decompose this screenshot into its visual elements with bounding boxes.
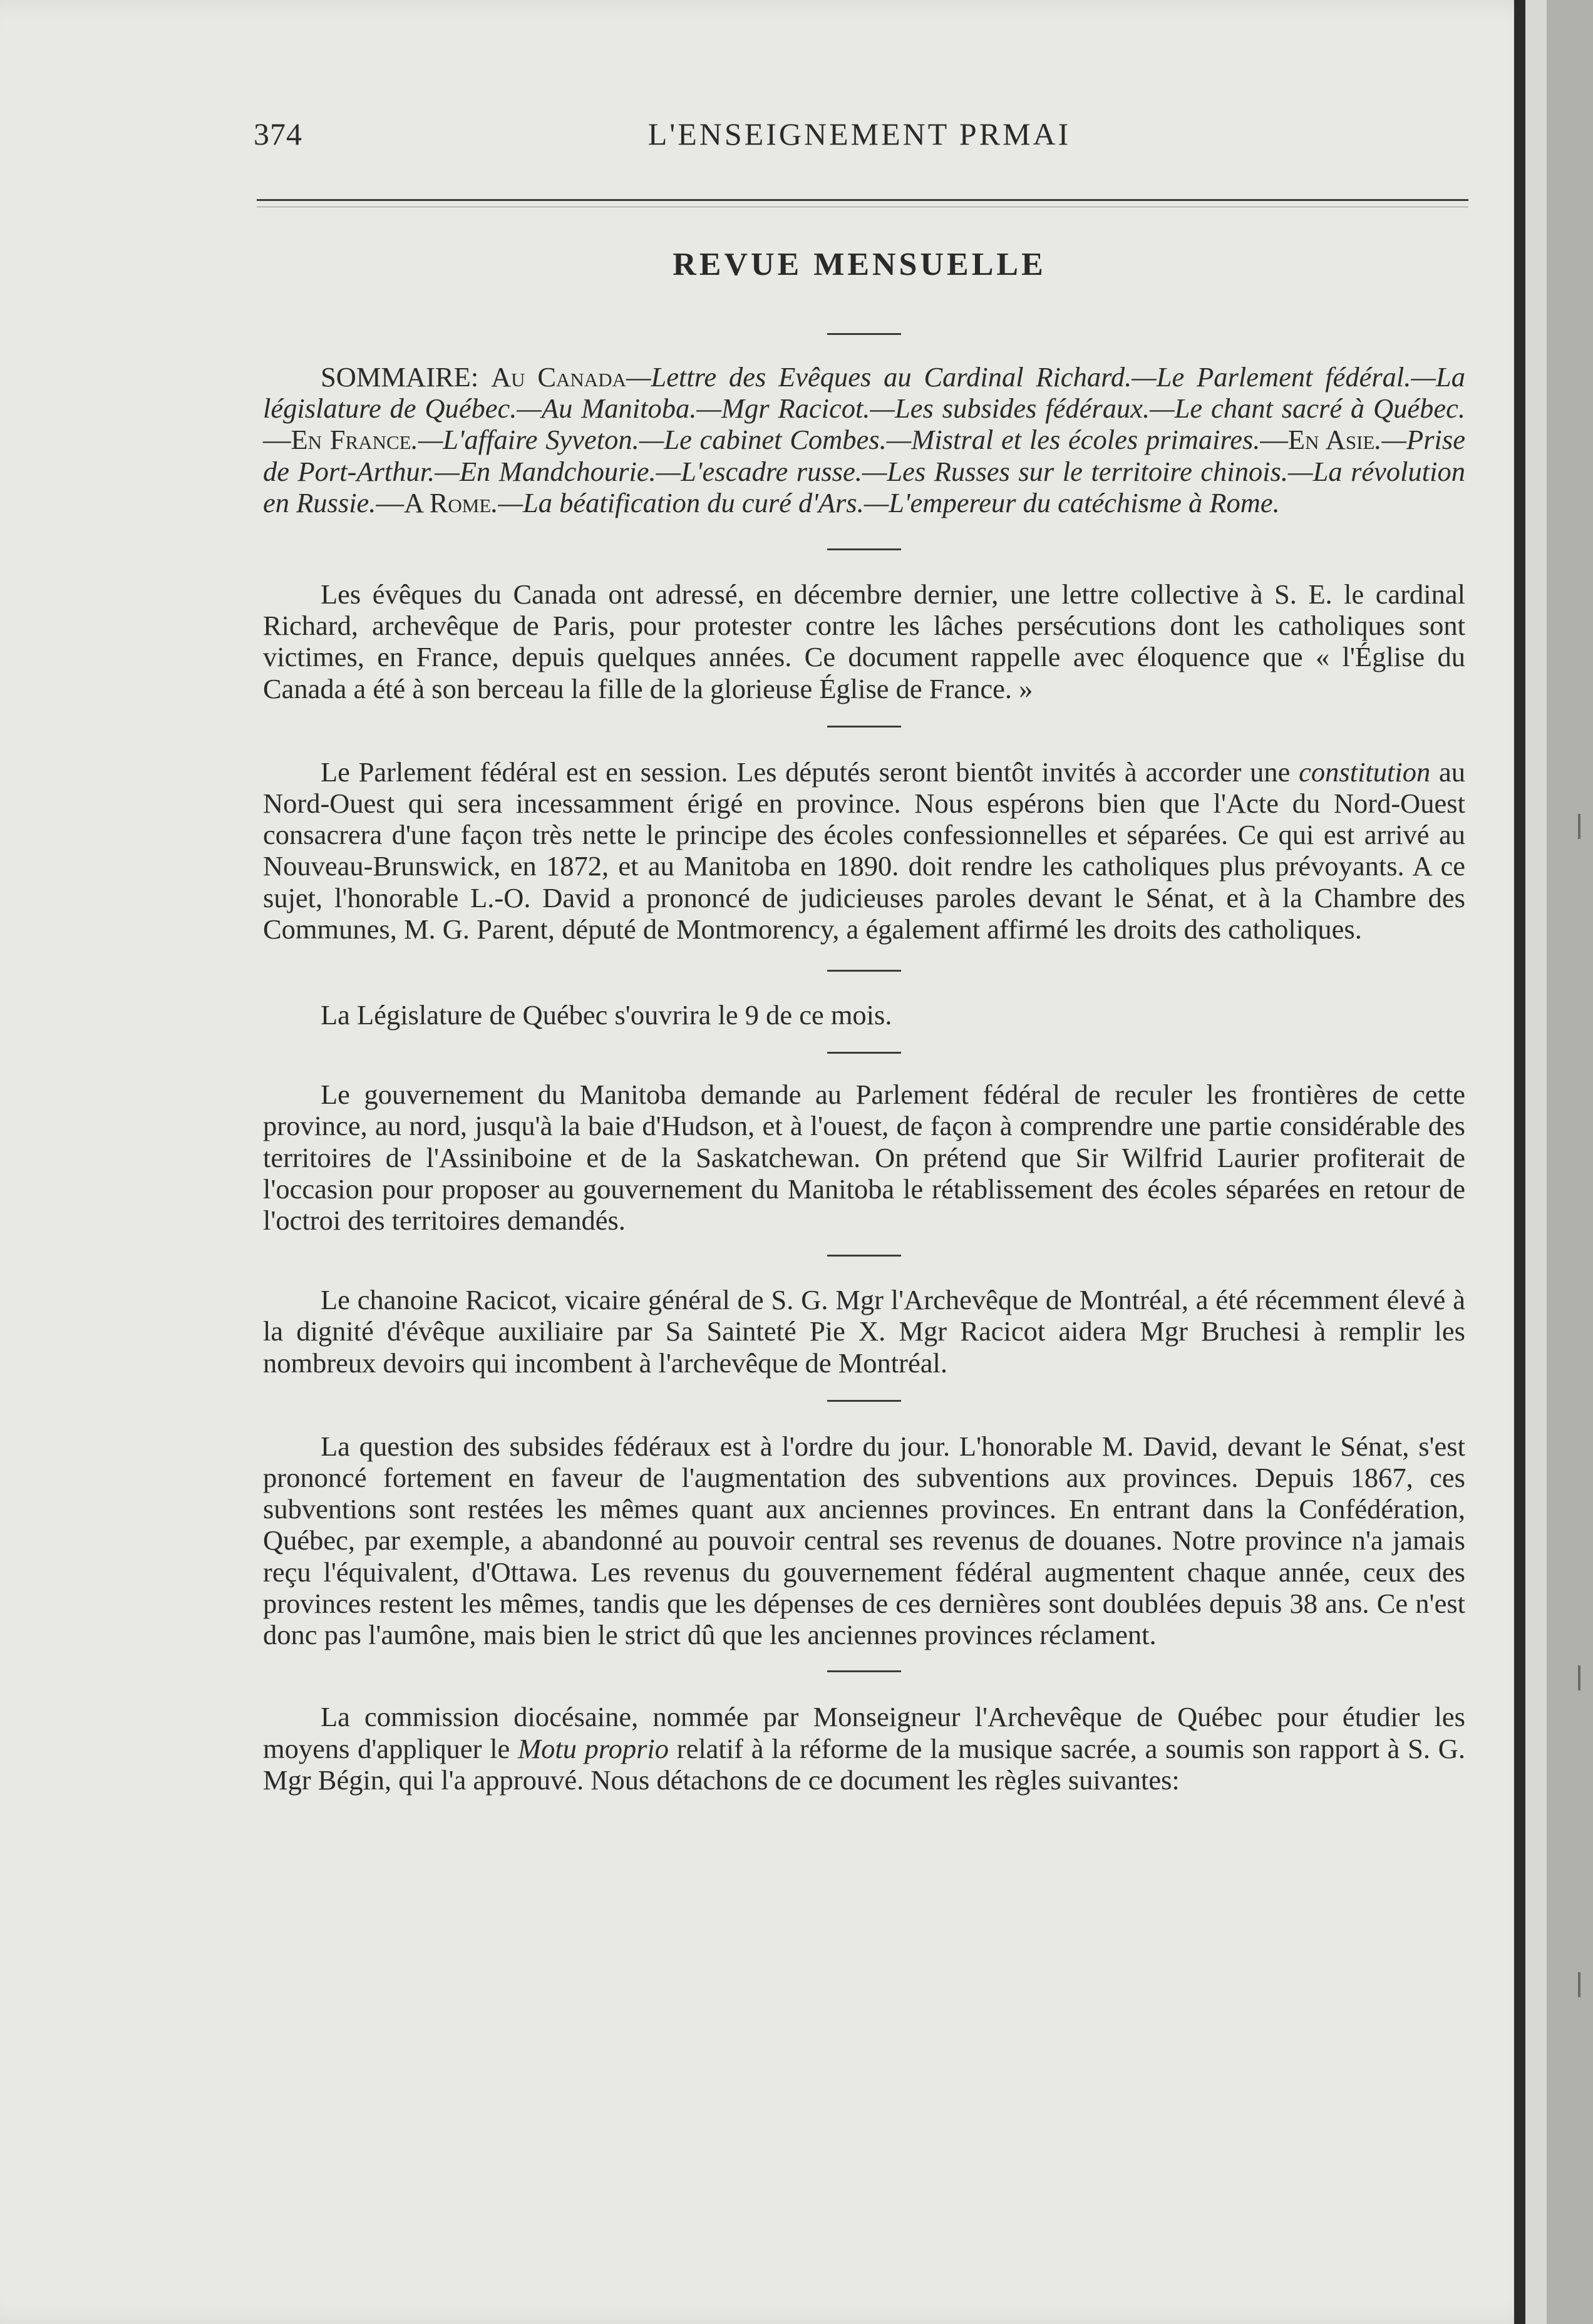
- paragraph-legislature: La Législature de Québec s'ouvrira le 9 de ce mois.: [321, 999, 892, 1031]
- paragraph-parlement-text-a: Le Parlement fédéral est en session. Les députés seront bientôt invités à accorder une: [321, 756, 1299, 788]
- scan-border: [1547, 0, 1593, 2324]
- section-title: REVUE MENSUELLE: [673, 247, 1046, 282]
- title-separator: [827, 333, 901, 335]
- sommaire-france-items: .—L'affaire Syveton.—Le cabinet Combes.—Mistral et les écoles primaires.: [411, 424, 1260, 456]
- paragraph-chant-text-b: relatif à la réforme de la musique sacrée, a soumis son rapport à S. G. Mgr Bégin, qui l'a approuvé. Nous détachons de ce document les règles suivantes:: [263, 1732, 1465, 1796]
- edge-mark: [1578, 1665, 1580, 1690]
- sommaire-paragraph: [263, 361, 1465, 518]
- sommaire-heading-canada: Au Canada: [491, 361, 626, 393]
- section-separator: [827, 726, 901, 728]
- paragraph-chant-text-a: La commission diocésaine, nommée par Monseigneur l'Archevêque de Québec pour étudier les moyens d'appliquer le: [263, 1701, 1465, 1764]
- page-number: 374: [254, 116, 302, 152]
- paragraph-parlement-emphasis: constitution: [1299, 756, 1431, 788]
- adjacent-page-edge: [1525, 0, 1547, 2324]
- section-separator: [827, 970, 901, 972]
- paragraph-subsides: La question des subsides fédéraux est à l'ordre du jour. L'honorable M. David, devant le Sénat, s'est prononcé fortement en faveur de l'augmentation des subventions aux provinces. Depuis 1867, ces subventions sont restées les mêmes quant aux anciennes provinces. En entrant dans la Confédération, Québec, par exemple, a abandonné au pouvoir central ses revenus de douanes. Notre province n'a jamais reçu l'équivalent, d'Ottawa. Les revenus du gouvernement fédéral augmentent chaque année, ceux des provinces restent les mêmes, tandis que les dépenses de ces dernières sont doublées depuis 38 ans. Ce n'est donc pas l'aumône, mais bien le strict dû que les anciennes provinces réclament.: [263, 1430, 1465, 1651]
- sommaire-rome-items: .—La béatification du curé d'Ars.—L'empereur du catéchisme à Rome.: [491, 486, 1280, 518]
- paragraph-chant-emphasis: Motu proprio: [518, 1732, 669, 1764]
- running-title: L'ENSEIGNEMENT PRMAI: [647, 116, 1071, 152]
- sommaire-canada-items: —Lettre des Evêques au Cardinal Richard.—Le Parlement fédéral.—La législature de Québec.—Au Manitoba.—Mgr Racicot.—Les subsides fédéraux.—Le chant sacré à Québec.: [263, 361, 1465, 424]
- paragraph-racicot: Le chanoine Racicot, vicaire général de S. G. Mgr l'Archevêque de Montréal, a été récemment élevé à la dignité d'évêque auxiliaire par Sa Sainteté Pie X. Mgr Racicot aidera Mgr Bruchesi à remplir les nombreux devoirs qui incombent à l'archevêque de Montréal.: [263, 1284, 1465, 1379]
- sommaire-heading-asie: —En Asie: [1260, 424, 1375, 456]
- paragraph-manitoba: Le gouvernement du Manitoba demande au Parlement fédéral de reculer les frontières de cette province, au nord, jusqu'à la baie d'Hudson, et à l'ouest, de façon à comprendre une partie considérable des territoires de l'Assiniboine et de la Saskatchewan. On prétend que Sir Wilfrid Laurier profiterait de l'occasion pour proposer au gouvernement du Manitoba le rétablissement des écoles séparées en retour de l'octroi des territoires demandés.: [263, 1079, 1465, 1237]
- edge-mark: [1578, 1972, 1580, 1997]
- page-gutter-shadow: [1514, 0, 1525, 2324]
- header-rule: [257, 199, 1468, 201]
- section-separator: [827, 1400, 901, 1402]
- paragraph-parlement: [263, 756, 1465, 945]
- paragraph-chant-sacre: [263, 1701, 1465, 1796]
- sommaire-heading-rome: —A Rome: [376, 486, 492, 518]
- paragraph-parlement-text-b: au Nord-Ouest qui sera incessamment érigé en province. Nous espérons bien que l'Acte du Nord-Ouest consacrera d'une façon très nette le principe des écoles confessionnelles et séparées. Ce qui est arrivé au Nouveau-Brunswick, en 1872, et au Manitoba en 1890. doit rendre les catholiques plus prévoyants. A ce sujet, l'honorable L.-O. David a prononcé de judicieuses paroles devant le Sénat, et à la Chambre des Communes, M. G. Parent, député de Montmorency, a également affirmé les droits des catholiques.: [263, 756, 1465, 945]
- sommaire-asie-items: .—Prise de Port-Arthur.—En Mandchourie.—L'escadre russe.—Les Russes sur le territoire chinois.—La révolution en Russie.: [263, 424, 1465, 518]
- paragraph-eveques: Les évêques du Canada ont adressé, en décembre dernier, une lettre collective à S. E. le cardinal Richard, archevêque de Paris, pour protester contre les lâches persécutions dont les catholiques sont victimes, en France, depuis quelques années. Ce document rappelle avec éloquence que « l'Église du Canada a été à son berceau la fille de la glorieuse Église de France. »: [263, 578, 1465, 704]
- section-separator: [827, 1670, 901, 1672]
- article-body: [263, 333, 1465, 1796]
- section-separator: [827, 1052, 901, 1054]
- edge-mark: [1578, 814, 1580, 839]
- section-separator: [827, 548, 901, 550]
- running-header: [254, 116, 1465, 160]
- sommaire-label: SOMMAIRE:: [321, 361, 479, 393]
- section-separator: [827, 1255, 901, 1257]
- sommaire-heading-france: —En France: [263, 424, 411, 456]
